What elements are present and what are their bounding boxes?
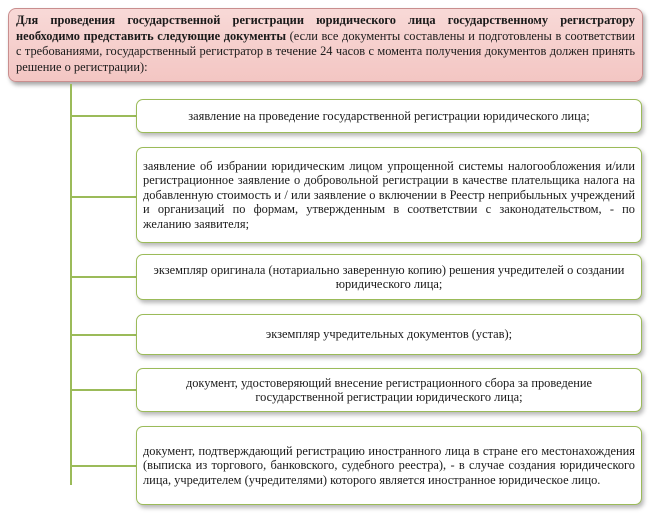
header-bold-text: Для проведения государственной регистрации юридического лица государственному регистратору необходимо представить следующие документы bbox=[16, 13, 635, 43]
document-item-charter bbox=[136, 314, 642, 355]
document-item-fee-receipt bbox=[136, 368, 642, 412]
header-normal-text: (если все документы составлены и подготовлены в соответствии с требованиями, государственный регистратор в течение 24 часов с момента получения документов должен принять решение о регистрации): bbox=[16, 28, 635, 74]
document-item-statement bbox=[136, 99, 642, 133]
connector-branch bbox=[70, 276, 136, 278]
header-box bbox=[8, 8, 643, 82]
document-item-founders-decision bbox=[136, 254, 642, 300]
document-text: заявление на проведение государственной регистрации юридического лица; bbox=[188, 108, 590, 123]
connector-branch bbox=[70, 115, 136, 117]
connector-branch bbox=[70, 334, 136, 336]
document-text: экземпляр оригинала (нотариально заверенную копию) решения учредителей о создании юридического лица; bbox=[153, 262, 625, 291]
document-text: документ, подтверждающий регистрацию иностранного лица в стране его местонахождения (выписка из торгового, банковского, судебного реестра), - в случае создания юридического лица, учредителем (учредителями) которого является иностранное юридическое лицо. bbox=[143, 443, 635, 487]
connector-branch bbox=[70, 389, 136, 391]
document-item-tax-application bbox=[136, 147, 642, 243]
connector-branch bbox=[70, 465, 136, 467]
document-text: экземпляр учредительных документов (устав); bbox=[265, 327, 513, 342]
document-text: заявление об избрании юридическим лицом упрощенной системы налогообложения и/или регистрационное заявление о добровольной регистрации в качестве плательщика налога на добавленную стоимость и / или заявление о включении в Реестр неприбыльных учреждений и организаций по формам, утвержденным в соответствии с законодательством, - по желанию заявителя; bbox=[143, 158, 635, 231]
connector-branch bbox=[70, 196, 136, 198]
document-item-foreign-registration bbox=[136, 426, 642, 505]
connector-trunk bbox=[70, 84, 72, 485]
document-text: документ, удостоверяющий внесение регистрационного сбора за проведение государственной регистрации юридического лица; bbox=[185, 375, 593, 404]
